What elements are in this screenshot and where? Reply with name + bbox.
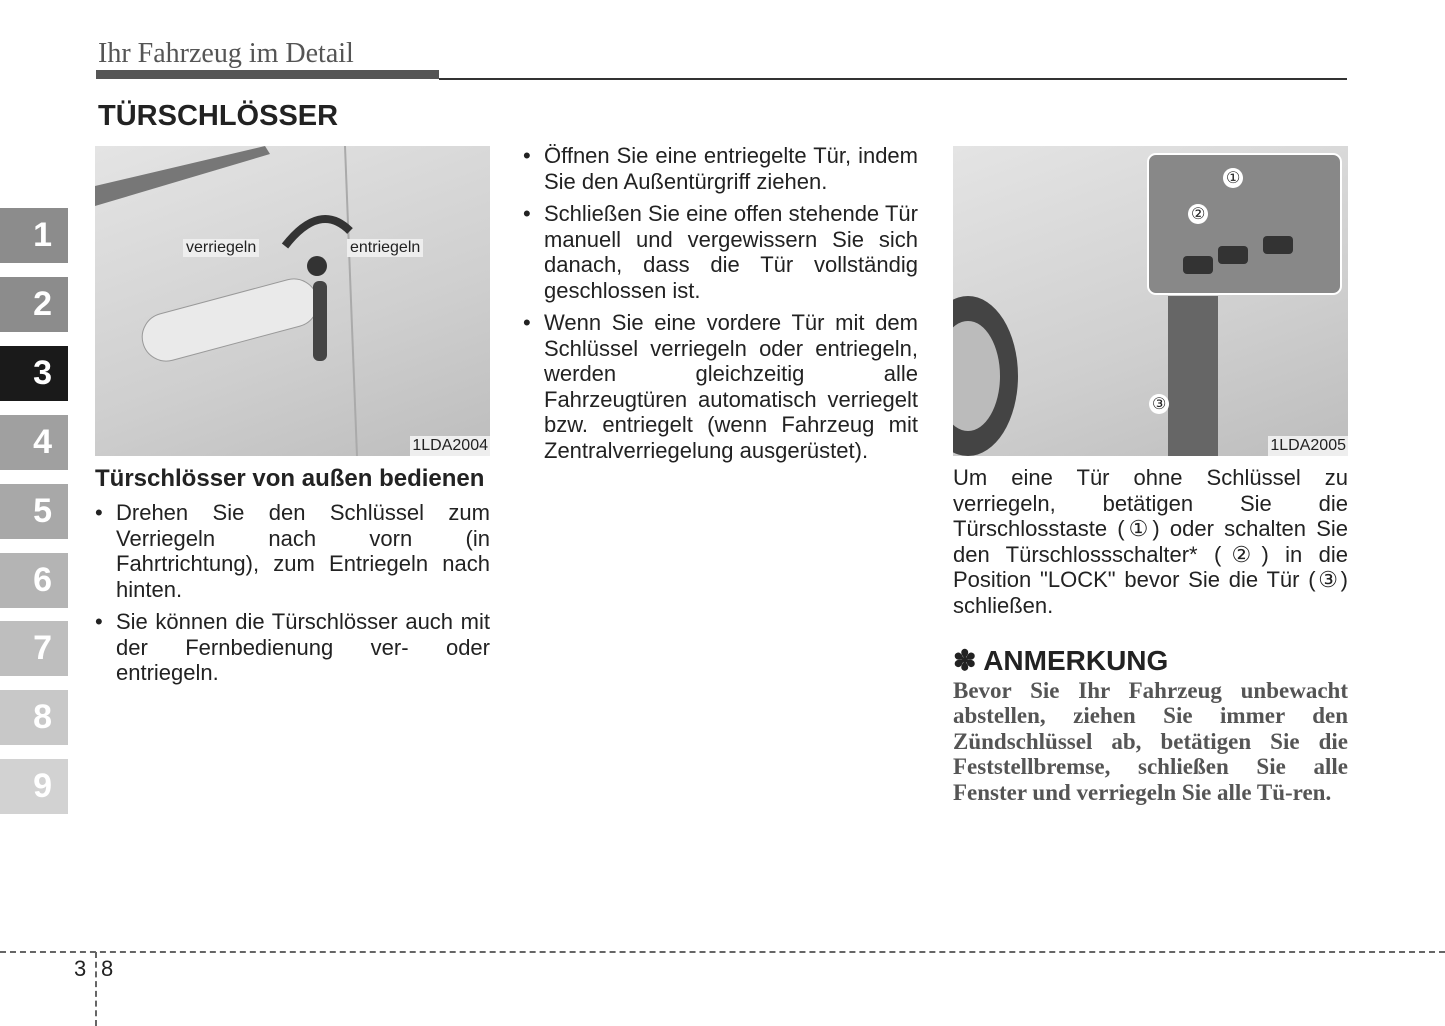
column-2 (523, 143, 918, 470)
figure-id: 1LDA2005 (1270, 437, 1346, 454)
marker-2: ② (1188, 204, 1208, 224)
figure-door-lock-switch (953, 146, 1348, 456)
chapter-tab-6[interactable]: 6 (0, 553, 68, 608)
chapter-tab-5[interactable]: 5 (0, 484, 68, 539)
chapter-tab-1[interactable]: 1 (0, 208, 68, 263)
paragraph: Um eine Tür ohne Schlüssel zu verriegeln, betätigen Sie die Türschlosstaste (①) oder schalten Sie den Türschlossschalter* (②) in die Position "LOCK" bevor Sie die Tür (③) schließen. (953, 465, 1348, 618)
chapter-tab-9[interactable]: 9 (0, 759, 68, 814)
chapter-number: 3 (74, 956, 87, 981)
note-text: Bevor Sie Ihr Fahrzeug unbewacht abstellen, ziehen Sie immer den Zündschlüssel ab, betätigen Sie die Feststellbremse, schließen Sie alle Fenster und verriegeln Sie alle Tü-ren. (953, 677, 1348, 805)
bullet-item: • Sie können die Türschlösser auch mit der Fernbedienung ver- oder entriegeln. (95, 609, 490, 686)
chapter-tab-2[interactable]: 2 (0, 277, 68, 332)
label-lock: verriegeln (183, 239, 259, 257)
footer-rule (0, 951, 1445, 953)
bullet-item: • Drehen Sie den Schlüssel zum Verriegeln nach vorn (in Fahrtrichtung), zum Entriegeln nach hinten. (95, 500, 490, 602)
column-3 (953, 465, 1348, 805)
header-rule (439, 78, 1347, 80)
figure-id: 1LDA2004 (412, 437, 488, 454)
chapter-tab-4[interactable]: 4 (0, 415, 68, 470)
marker-3: ③ (1149, 394, 1169, 414)
bullet-item: • Öffnen Sie eine entriegelte Tür, indem Sie den Außentürgriff ziehen. (523, 143, 918, 194)
bullet-item: • Wenn Sie eine vordere Tür mit dem Schlüssel verriegeln oder entriegeln, werden gleichzeitig alle Fahrzeugtüren automatisch verriegelt bzw. entriegelt (wenn Fahrzeug mit Zentralverriegelung ausgerüstet). (523, 310, 918, 463)
marker-1: ① (1223, 168, 1243, 188)
running-header: Ihr Fahrzeug im Detail (98, 38, 354, 69)
label-unlock: entriegeln (347, 239, 423, 257)
page-title: TÜRSCHLÖSSER (98, 100, 339, 132)
bullet-item: • Schließen Sie eine offen stehende Tür manuell und vergewissern Sie sich danach, dass die Tür vollständig geschlossen ist. (523, 201, 918, 303)
page-number: 8 (101, 956, 114, 981)
footer-divider (95, 952, 97, 1026)
door-handle-illustration (95, 146, 490, 456)
subheading: Türschlösser von außen bedienen (95, 465, 485, 492)
note-heading: ✽ ANMERKUNG (953, 645, 1169, 676)
chapter-tab-3[interactable]: 3 (0, 346, 68, 401)
figure-door-lock-key (95, 146, 490, 456)
chapter-tab-7[interactable]: 7 (0, 621, 68, 676)
chapter-tab-8[interactable]: 8 (0, 690, 68, 745)
header-bar (96, 70, 439, 79)
column-1 (95, 466, 490, 693)
